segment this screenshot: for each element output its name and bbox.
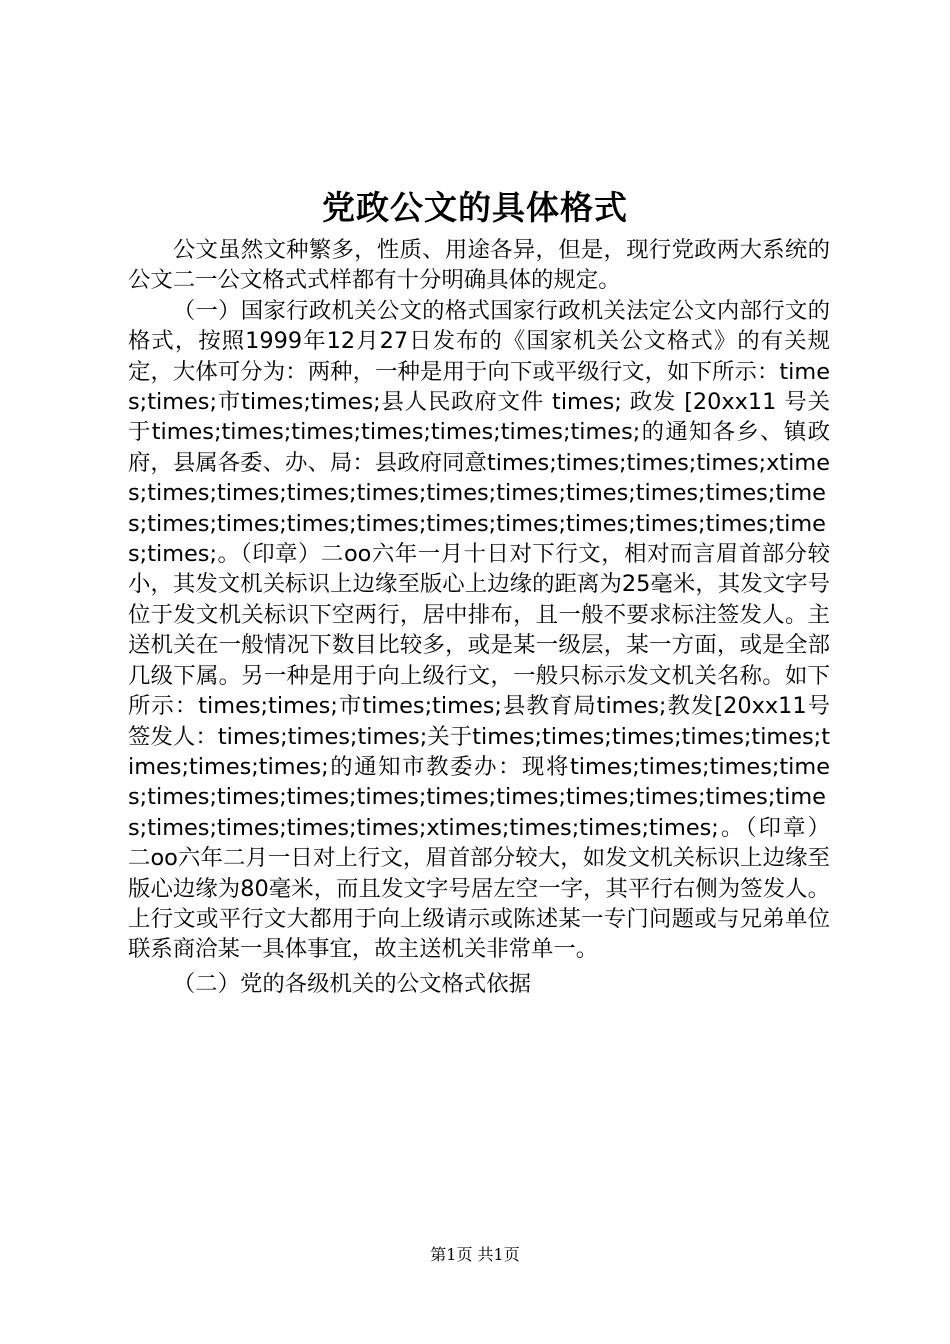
document-body [128, 235, 830, 999]
section-two-heading: （二）党的各级机关的公文格式依据 [172, 970, 532, 997]
page-footer: 第1页 共1页 [430, 1245, 520, 1264]
document-title: 党政公文的具体格式 [322, 188, 628, 227]
intro-paragraph: 公文虽然文种繁多，性质、用途各异，但是，现行党政两大系统的公文二一公文格式式样都有十分明确具体的规定。 [128, 237, 830, 294]
section-one-paragraph: （一）国家行政机关公文的格式国家行政机关法定公文内部行文的格式，按照1999年12月27日发布的《国家机关公文格式》的有关规定，大体可分为：两种，一种是用于向下或平级行文，如下所示：times;times;市times;times;县人民政府文件 times; 政发 [20xx11 号关于times;times;times;times;times;times;times;的通知各乡、镇政府，县属各委、办、局：县政府同意times;times;times;times;xtimes;times;times;times;times;times;times;times;times;times;times;times;times;times;times;times;times;times;times;times;times;times;。（印章）二oo六年一月十日对下行文，相对而言眉首部分较小，其发文机关标识上边缘至版心上边缘的距离为25毫米，其发文字号位于发文机关标识下空两行，居中排布，且一般不要求标注签发人。主送机关在一般情况下数目比较多，或是某一级层，某一方面，或是全部几级下属。另一种是用于向上级行文，一般只标示发文机关名称。如下所示：times;times;市times;times;县教育局times;教发[20xx11号签发人：times;times;times;关于times;times;times;times;times;times;times;times;的通知市教委办：现将times;times;times;times;times;times;times;times;times;times;times;times;times;times;times;times;times;times;xtimes;times;times;times;。（印章）二oo六年二月一日对上行文，眉首部分较大，如发文机关标识上边缘至版心边缘为80毫米，而且发文字号居左空一字，其平行右侧为签发人。上行文或平行文大都用于向上级请示或陈述某一专门问题或与兄弟单位联系商洽某一具体事宜，故主送机关非常单一。 [128, 297, 830, 963]
